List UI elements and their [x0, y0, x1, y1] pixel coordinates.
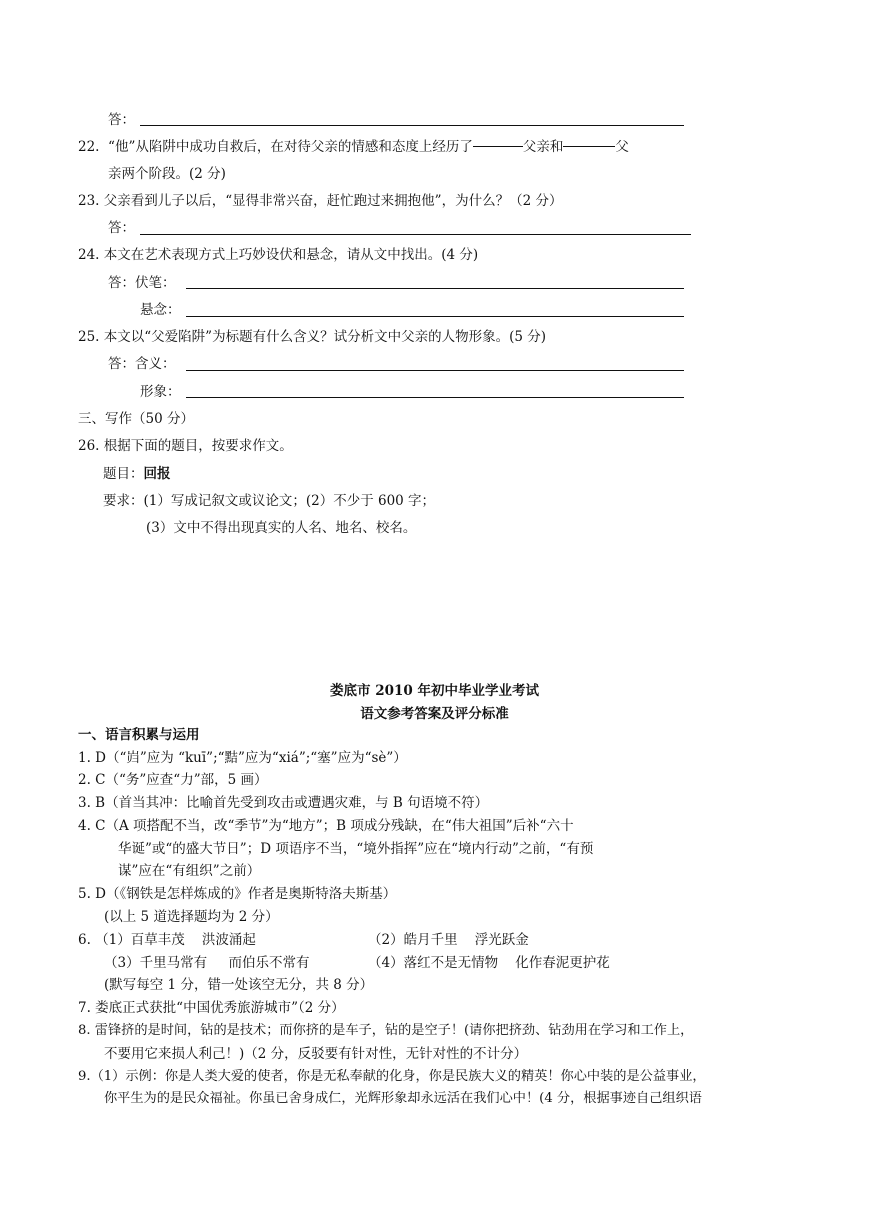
answer-6-line2-b: （4）落红不是无情物 化作春泥更护花 — [368, 955, 610, 971]
answer-6-line2-a: （3）千里马常有 而伯乐不常有 — [104, 955, 310, 971]
q26-text: 26. 根据下面的题目，按要求作文。 — [78, 438, 293, 454]
q22-text — [78, 138, 629, 156]
answer-2: 2. C（“务”应查“力”部，5 画） — [78, 772, 268, 788]
q25-image-line — [186, 397, 684, 398]
q25-image-label: 形象： — [140, 384, 181, 400]
q25-meaning-label: 答：含义： — [108, 356, 176, 372]
answer-8-line1: 8. 雷锋挤的是时间，钻的是技术；而你挤的是车子，钻的是空子！(请你把挤劲、钻劲用在学习和工作上， — [78, 1023, 694, 1038]
answer-key-heading-2: 语文参考答案及评分标准 — [360, 706, 509, 722]
answer-9-line2: 你平生为的是民众福祉。你虽已舍身成仁，光辉形象却永远活在我们心中！(4 分，根据事迹自己组织语 — [104, 1091, 702, 1106]
q22-blank-1 — [473, 146, 523, 147]
q25-text: 25. 本文以“父爱陷阱”为标题有什么含义？试分析文中父亲的人物形象。(5 分) — [78, 329, 546, 345]
q21-answer-label: 答： — [108, 112, 135, 128]
answer-6-line1-a: 6. （1）百草丰茂 洪波涌起 — [78, 932, 256, 948]
q23-text: 23. 父亲看到儿子以后，“显得非常兴奋，赶忙跑过来拥抱他”，为什么？（2 分） — [78, 193, 563, 209]
essay-title — [103, 465, 171, 483]
answer-6-note: (默写每空 1 分，错一处该空无分，共 8 分） — [104, 977, 374, 993]
q24-text: 24. 本文在艺术表现方式上巧妙设伏和悬念，请从文中找出。(4 分) — [78, 247, 479, 263]
answer-6-line1-b: （2）皓月千里 浮光跃金 — [368, 932, 529, 948]
q22-part-b: 父亲和 — [522, 139, 564, 155]
answer-1: 1. D（“岿”应为 “kuī”;“黠”应为“xiá”;“塞”应为“sè”） — [78, 750, 407, 766]
answer-section-1-heading: 一、语言积累与运用 — [78, 727, 200, 743]
answer-4-line3: 谋”应在“有组织”之前） — [118, 863, 261, 879]
q23-answer-label: 答： — [108, 220, 135, 236]
essay-title-value: 回报 — [143, 466, 171, 482]
answer-7: 7. 娄底正式获批“中国优秀旅游城市”（2 分） — [78, 1000, 345, 1016]
q22-part-a: 22. “他”从陷阱中成功自救后，在对待父亲的情感和态度上经历了 — [78, 139, 473, 155]
answer-5-note: (以上 5 道选择题均为 2 分） — [104, 909, 279, 925]
essay-title-label: 题目： — [103, 466, 144, 482]
q21-answer-line — [140, 125, 684, 126]
q24-foreshadow-line — [186, 288, 684, 289]
answer-3: 3. B（首当其冲：比喻首先受到攻击或遭遇灾难，与 B 句语境不符） — [78, 795, 489, 811]
essay-requirements-1: 要求：(1）写成记叙文或议论文；(2）不少于 600 字； — [103, 493, 436, 509]
answer-5: 5. D（《钢铁是怎样炼成的》作者是奥斯特洛夫斯基） — [78, 886, 397, 902]
q24-foreshadow-label: 答：伏笔： — [108, 275, 176, 291]
answer-9-line1: 9.（1）示例：你是人类大爱的使者，你是无私奉献的化身，你是民族大义的精英！你心中装的是公益事业， — [78, 1069, 706, 1084]
q22-part-c: 父 — [615, 139, 629, 155]
answer-key-heading-1: 娄底市 2010 年初中毕业学业考试 — [330, 683, 539, 699]
q24-suspense-line — [186, 316, 684, 317]
q22-blank-2 — [563, 146, 615, 147]
essay-requirements-2: (3）文中不得出现真实的人名、地名、校名。 — [146, 520, 417, 536]
q24-suspense-label: 悬念： — [140, 302, 181, 318]
answer-4-line2: 华诞”或“的盛大节日”；D 项语序不当，“境外指挥”应在“境内行动”之前，“有预 — [118, 841, 594, 857]
q25-meaning-line — [186, 370, 684, 371]
q22-text-line2: 亲两个阶段。(2 分) — [108, 166, 226, 182]
q23-answer-line — [140, 234, 691, 235]
answer-8-line2: 不要用它来损人利己！)（2 分，反驳要有针对性，无针对性的不计分） — [104, 1046, 528, 1062]
section-writing-heading: 三、写作（50 分） — [78, 411, 194, 427]
answer-4-line1: 4. C（A 项搭配不当，改“季节”为“地方”；B 项成分残缺，在“伟大祖国”后补“六十 — [78, 818, 574, 834]
